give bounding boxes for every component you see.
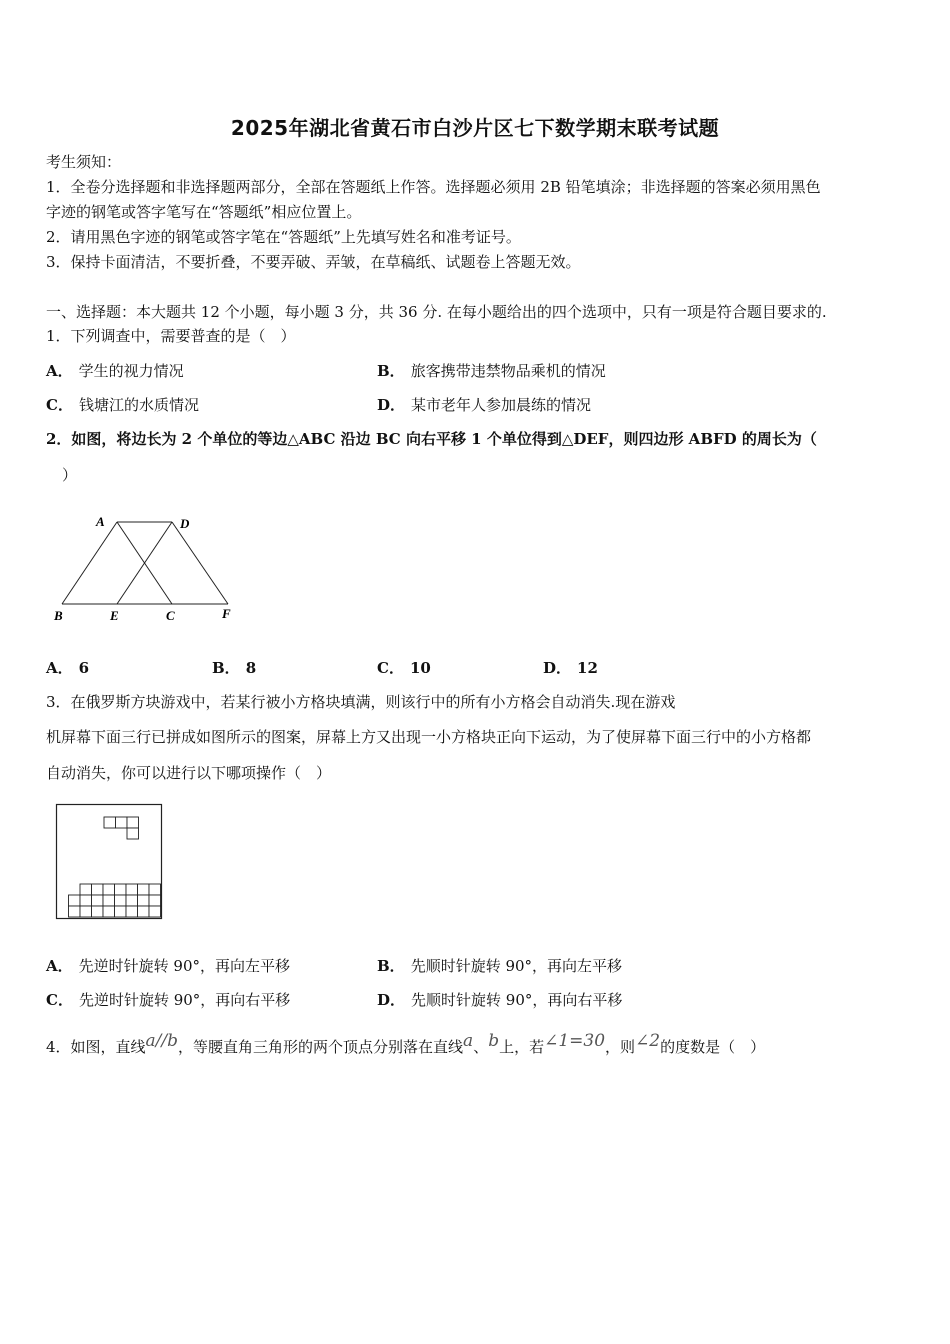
- grid-cell: [103, 906, 115, 917]
- block-cell: [104, 817, 116, 828]
- option-letter: A．: [46, 659, 73, 677]
- grid-cell: [115, 906, 127, 917]
- q4-math-b: b: [488, 1031, 500, 1051]
- q3-tetris-figure: [55, 803, 165, 923]
- grid-cell: [69, 906, 81, 917]
- grid-cell: [138, 906, 150, 917]
- option-text: 8: [245, 659, 257, 677]
- grid-cell: [115, 895, 127, 906]
- option-letter: C．: [377, 659, 404, 677]
- notice-line-3: 3．保持卡面清洁，不要折叠，不要弄破、弄皱，在草稿纸、试题卷上答题无效。: [46, 253, 581, 271]
- option-letter: A．: [46, 957, 73, 975]
- grid-cell: [92, 884, 104, 895]
- q3-stem-1: 3．在俄罗斯方块游戏中，若某行被小方格块填满，则该行中的所有小方格会自动消失.现在游戏: [46, 693, 676, 711]
- label-b: B: [54, 608, 63, 623]
- q4-stem: [46, 1031, 766, 1057]
- option-letter: B．: [377, 957, 405, 975]
- q2-option-d: [543, 658, 598, 678]
- q4-math-angle1: ∠1=30: [544, 1031, 606, 1051]
- q3-option-c: [46, 990, 290, 1010]
- grid-cell: [149, 895, 161, 906]
- block-cell: [116, 817, 128, 828]
- q4-math-angle2: ∠2: [635, 1031, 661, 1051]
- q4-text-4: ，则: [605, 1038, 636, 1056]
- q4-text-3: 上，若: [499, 1038, 545, 1056]
- option-text: 某市老年人参加晨练的情况: [411, 396, 592, 414]
- grid-cell: [126, 895, 138, 906]
- grid-cell: [80, 895, 92, 906]
- option-letter: D．: [377, 991, 406, 1009]
- option-text: 先顺时针旋转 90°，再向右平移: [411, 991, 623, 1009]
- option-text: 先逆时针旋转 90°，再向右平移: [78, 991, 291, 1009]
- grid-cell: [80, 906, 92, 917]
- grid-cell: [126, 906, 138, 917]
- label-a: A: [96, 514, 105, 529]
- falling-block: [104, 817, 139, 839]
- q3-option-d: [377, 990, 622, 1010]
- notice-line-2: 2．请用黑色字迹的钢笔或答字笔在“答题纸”上先填写姓名和准考证号。: [46, 228, 521, 246]
- side-ab: [62, 522, 117, 604]
- q1-option-d: [377, 395, 591, 415]
- q2-stem-cont: ）: [62, 466, 78, 484]
- block-cell: [127, 817, 139, 828]
- q4-text-5: 的度数是（ ）: [660, 1038, 766, 1056]
- q1-option-c: [46, 395, 199, 415]
- q4-math-a: a: [463, 1031, 474, 1051]
- q3-stem-3: 自动消失，你可以进行以下哪项操作（ ）: [46, 764, 332, 782]
- option-text: 先顺时针旋转 90°，再向左平移: [410, 957, 623, 975]
- label-c: C: [166, 608, 175, 623]
- section-heading: 一、选择题：本大题共 12 个小题，每小题 3 分，共 36 分. 在每小题给出的四个选项中，只有一项是符合题目要求的.: [46, 303, 827, 321]
- stacked-rows: [69, 884, 161, 917]
- notice-heading: 考生须知：: [46, 153, 122, 171]
- q1-stem: 1．下列调查中，需要普查的是（ ）: [46, 327, 296, 345]
- q2-option-b: [212, 658, 256, 678]
- option-letter: C．: [46, 396, 73, 414]
- notice-line-1a: 1．全卷分选择题和非选择题两部分，全部在答题纸上作答。选择题必须用 2B 铅笔填涂；非选择题的答案必须用黑色: [46, 178, 821, 196]
- grid-cell: [149, 906, 161, 917]
- q2-option-c: [377, 658, 431, 678]
- option-letter: A．: [46, 362, 73, 380]
- q1-option-a: [46, 361, 184, 381]
- grid-cell: [69, 895, 81, 906]
- option-letter: D．: [377, 396, 406, 414]
- grid-cell: [138, 884, 150, 895]
- grid-cell: [80, 884, 92, 895]
- option-letter: C．: [46, 991, 73, 1009]
- grid-cell: [92, 895, 104, 906]
- option-text: 12: [577, 659, 598, 677]
- q4-sep: 、: [473, 1038, 489, 1056]
- side-df: [172, 522, 228, 604]
- q2-option-a: [46, 658, 89, 678]
- option-letter: D．: [543, 659, 572, 677]
- grid-cell: [115, 884, 127, 895]
- option-text: 学生的视力情况: [78, 362, 184, 380]
- q3-option-a: [46, 956, 290, 976]
- grid-cell: [149, 884, 161, 895]
- q1-option-b: [377, 361, 606, 381]
- q4-text-1: 4．如图，直线: [46, 1038, 146, 1056]
- option-text: 10: [409, 659, 431, 677]
- q3-option-b: [377, 956, 622, 976]
- q4-text-2: ，等腰直角三角形的两个顶点分别落在直线: [178, 1038, 464, 1056]
- q3-stem-2: 机屏幕下面三行已拼成如图所示的图案，屏幕上方又出现一小方格块正向下运动，为了使屏幕下面三行中的小方格都: [46, 728, 812, 746]
- grid-cell: [103, 895, 115, 906]
- grid-cell: [103, 884, 115, 895]
- grid-cell: [92, 906, 104, 917]
- q4-math-parallel: a//b: [145, 1031, 179, 1051]
- grid-cell: [126, 884, 138, 895]
- block-cell: [127, 828, 139, 839]
- option-letter: B．: [377, 362, 405, 380]
- q2-triangle-figure: [50, 512, 240, 627]
- page-title: 2025年湖北省黄石市白沙片区七下数学期末联考试题: [230, 116, 720, 140]
- label-d: D: [180, 516, 190, 531]
- option-text: 6: [78, 659, 90, 677]
- option-text: 钱塘江的水质情况: [78, 396, 199, 414]
- label-e: E: [110, 608, 119, 623]
- option-text: 旅客携带违禁物品乘机的情况: [410, 362, 606, 380]
- notice-line-1b: 字迹的钢笔或答字笔写在“答题纸”相应位置上。: [46, 203, 362, 221]
- q2-stem: 2．如图，将边长为 2 个单位的等边△ABC 沿边 BC 向右平移 1 个单位得到△DEF，则四边形 ABFD 的周长为（: [46, 430, 817, 448]
- option-text: 先逆时针旋转 90°，再向左平移: [78, 957, 290, 975]
- label-f: F: [222, 606, 231, 621]
- option-letter: B．: [212, 659, 240, 677]
- grid-cell: [138, 895, 150, 906]
